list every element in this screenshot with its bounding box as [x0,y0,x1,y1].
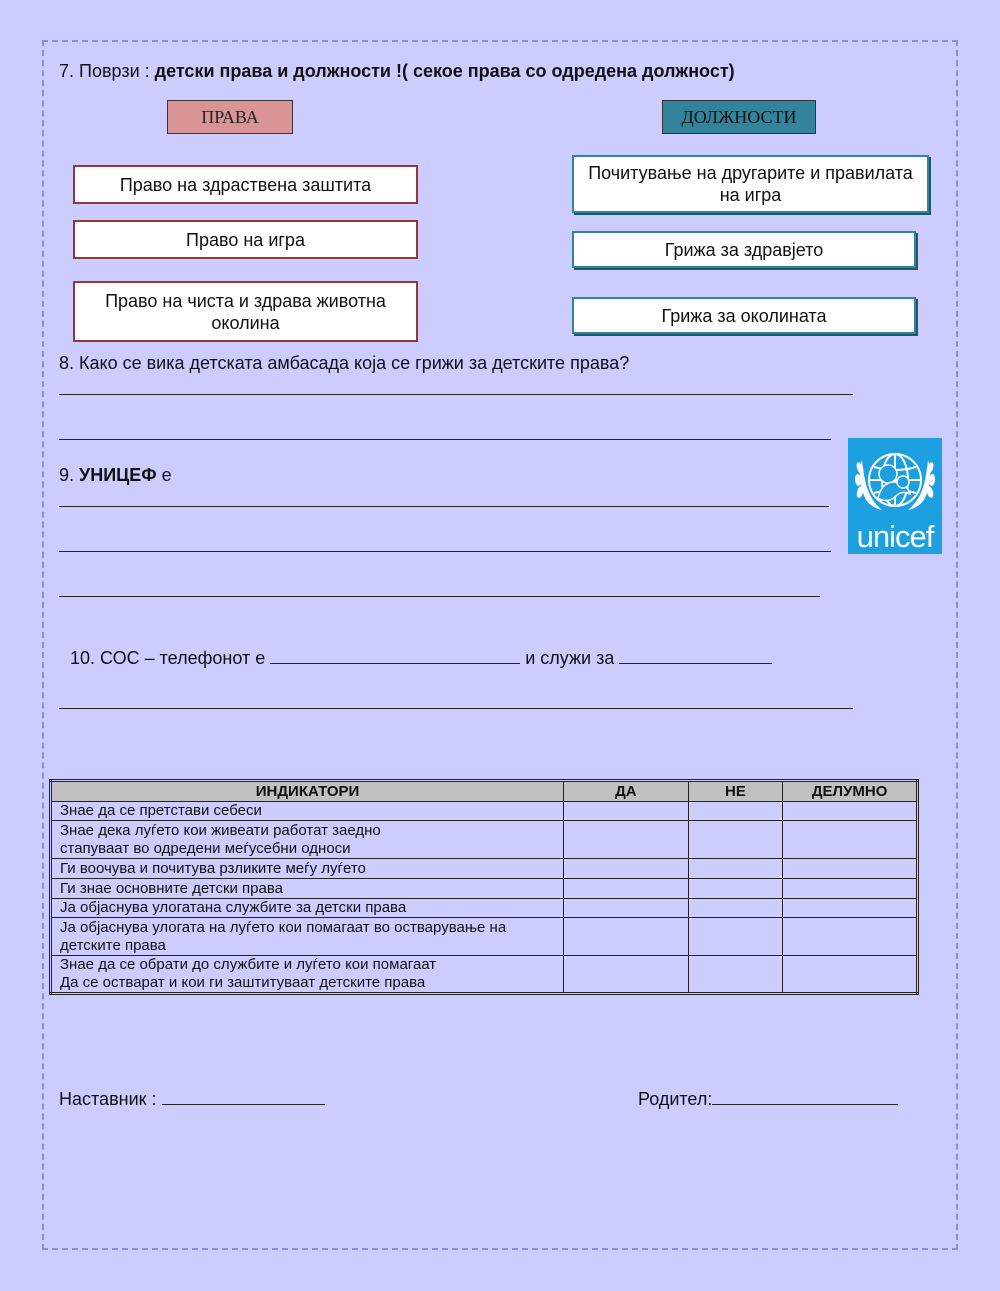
header-yes: ДА [564,781,689,802]
right-play[interactable]: Право на игра [73,220,418,259]
q10-part1: 10. СОС – телефонот е [70,648,271,668]
q10-blank-1[interactable] [270,646,520,664]
table-row [51,899,918,918]
q7-prefix: 7. Поврзи : [59,61,155,81]
q9-number: 9. [59,465,80,485]
indicator-cell: Ја објаснува улогата на луѓето кои помагаат во остварување на детските права [51,918,564,956]
partially-cell[interactable] [783,879,918,899]
no-cell[interactable] [688,956,783,994]
q9-bold: УНИЦЕФ [79,465,157,485]
partially-cell[interactable] [783,956,918,994]
partially-cell[interactable] [783,859,918,879]
q9-answer-line-2[interactable] [59,551,831,552]
q10-answer-line[interactable] [59,708,853,709]
table-row [51,956,918,994]
duties-header: ДОЛЖНОСТИ [662,100,816,134]
q7-title [59,61,735,82]
indicator-cell: Знае да се претстави себеси [51,802,564,821]
partially-cell[interactable] [783,918,918,956]
partially-cell[interactable] [783,802,918,821]
unicef-wordmark: unicef [856,519,934,554]
right-health[interactable]: Право на здраствена заштита [73,165,418,204]
header-partially: ДЕЛУМНО [783,781,918,802]
q9-answer-line-3[interactable] [59,596,820,597]
q9-text [59,465,172,486]
table-row [51,802,918,821]
no-cell[interactable] [688,859,783,879]
q9-rest: е [156,465,172,485]
duty-respect[interactable]: Почитување на другарите и правилата на игра [572,155,929,213]
duty-health[interactable]: Грижа за здравјето [572,231,916,268]
q8-text: 8. Како се вика детската амбасада која се грижи за детските права? [59,353,630,373]
right-environment[interactable]: Право на чиста и здрава животна околина [73,281,418,342]
no-cell[interactable] [688,899,783,918]
parent-label: Родител: [638,1089,713,1109]
unicef-logo [848,438,942,554]
partially-cell[interactable] [783,821,918,859]
q8-answer-line-2[interactable] [59,439,831,440]
yes-cell[interactable] [564,859,689,879]
q9-answer-line-1[interactable] [59,506,829,507]
duty-environment[interactable]: Грижа за околината [572,297,916,334]
table-row [51,859,918,879]
q8-answer-line-1[interactable] [59,394,853,395]
no-cell[interactable] [688,879,783,899]
no-cell[interactable] [688,918,783,956]
yes-cell[interactable] [564,821,689,859]
indicator-cell: Ја објаснува улогатана службите за детски права [51,899,564,918]
header-indicators: ИНДИКАТОРИ [51,781,564,802]
unicef-emblem-icon [848,438,942,520]
q10-text [70,646,772,669]
rights-header: ПРАВА [167,100,293,134]
table-row [51,821,918,859]
yes-cell[interactable] [564,899,689,918]
parent-blank[interactable] [712,1087,898,1105]
q10-blank-2[interactable] [619,646,772,664]
teacher-label: Наставник : [59,1089,162,1109]
no-cell[interactable] [688,802,783,821]
parent-signature [638,1087,898,1110]
teacher-blank[interactable] [162,1087,325,1105]
indicator-cell: Ги знае основните детски права [51,879,564,899]
q10-part2: и служи за [520,648,620,668]
yes-cell[interactable] [564,802,689,821]
table-row [51,879,918,899]
partially-cell[interactable] [783,899,918,918]
q7-bold: детски права и должности !( секое права со одредена должност) [154,61,735,81]
teacher-signature [59,1087,325,1110]
indicator-cell: Знае дека луѓето кои живеати работат заедно стапуваат во одредени меѓусебни односи [51,821,564,859]
table-row [51,918,918,956]
yes-cell[interactable] [564,918,689,956]
yes-cell[interactable] [564,956,689,994]
no-cell[interactable] [688,821,783,859]
yes-cell[interactable] [564,879,689,899]
header-no: НЕ [688,781,783,802]
indicator-cell: Ги воочува и почитува рзликите меѓу луѓето [51,859,564,879]
indicator-cell: Знае да се обрати до службите и луѓето кои помагаат Да се остварат и кои ги заштитуваат детските права [51,956,564,994]
indicators-table [49,779,919,995]
table-header-row [51,781,918,802]
